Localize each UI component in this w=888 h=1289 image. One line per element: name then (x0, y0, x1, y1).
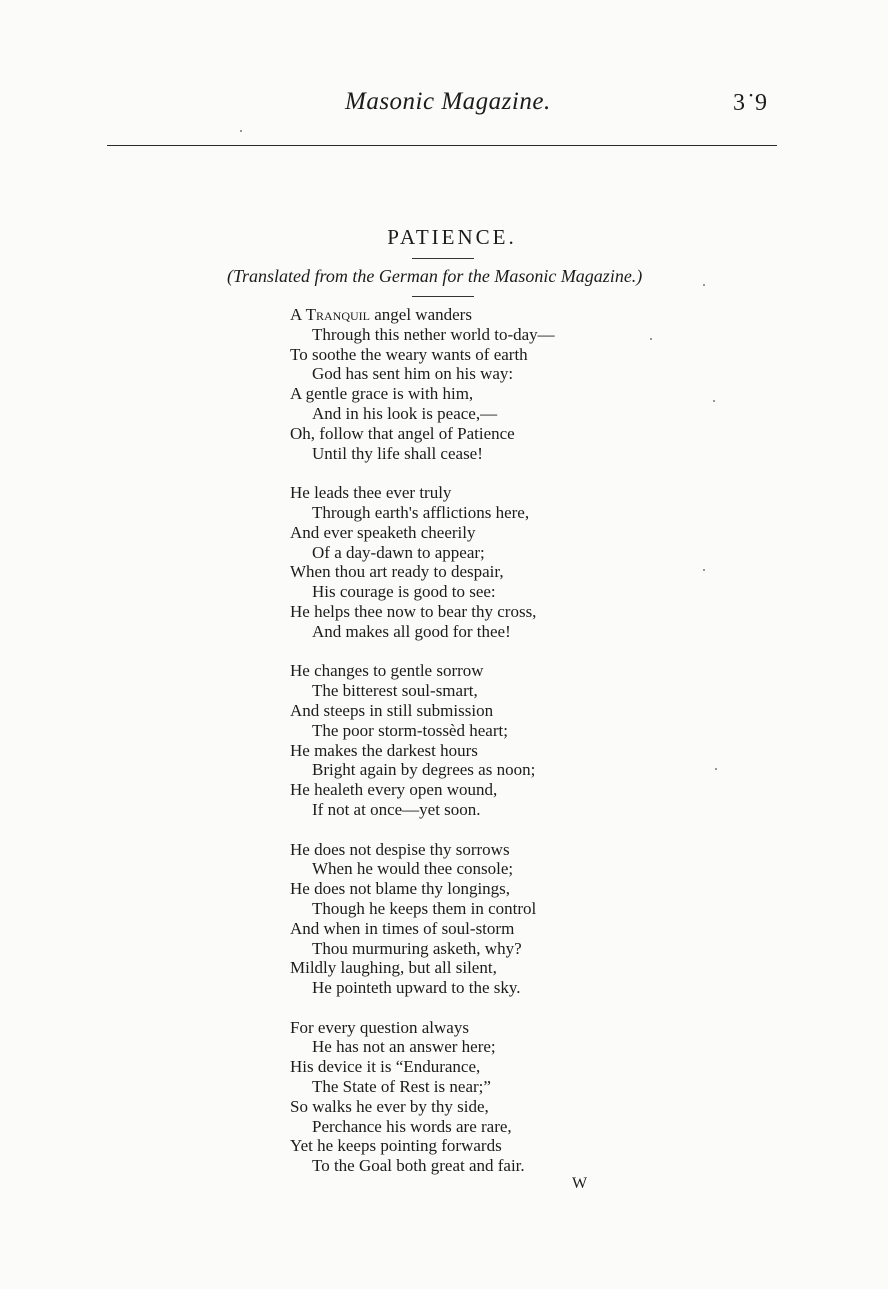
poem-line: He makes the darkest hours (290, 740, 478, 760)
poem-line: He does not despise thy sorrows (290, 839, 510, 859)
poem-line: Of a day-dawn to appear; (312, 542, 485, 562)
print-speck (703, 284, 705, 286)
poem-stanza (290, 1018, 650, 1176)
poem-line: And steeps in still submission (290, 700, 494, 720)
print-speck (240, 130, 242, 132)
poem-line: To soothe the weary wants of earth (290, 344, 528, 364)
poem-line: A gentle grace is with him, (290, 384, 474, 404)
poem-body (290, 305, 650, 1196)
poem-stanza (290, 305, 650, 463)
poem-line: And ever speaketh cheerily (290, 522, 476, 542)
poem-title: PATIENCE. (387, 225, 517, 249)
poem-line: If not at once—yet soon. (312, 799, 481, 819)
print-speck (715, 768, 717, 770)
poem-line: He does not blame thy longings, (290, 879, 511, 899)
poem-line: Mildly laughing, but all silent, (290, 958, 497, 978)
poem-line: Perchance his words are rare, (312, 1116, 512, 1136)
poem-line: He has not an answer here; (312, 1037, 496, 1057)
poem-subtitle: (Translated from the German for the Masonic Magazine.) (227, 266, 643, 286)
poem-line: Though he keeps them in control (312, 898, 537, 918)
poem-line: When he would thee console; (312, 859, 514, 879)
poem-line: He helps thee now to bear thy cross, (290, 601, 537, 621)
poem-line: He pointeth upward to the sky. (312, 978, 521, 998)
subtitle-rule (412, 296, 474, 297)
poem-line: He changes to gentle sorrow (290, 661, 484, 681)
poem-line: To the Goal both great and fair. (312, 1156, 525, 1176)
journal-title: Masonic Magazine. (345, 88, 551, 115)
print-speck (703, 569, 705, 571)
title-rule (412, 258, 474, 259)
poem-line: And in his look is peace,— (312, 403, 498, 423)
page-number: 3 ˙9 (733, 90, 767, 116)
poem-line: Yet he keeps pointing forwards (290, 1136, 502, 1156)
poem-line: The State of Rest is near;” (312, 1077, 491, 1097)
poem-line: Thou murmuring asketh, why? (312, 938, 522, 958)
header-rule (107, 145, 777, 146)
poem-line: Bright again by degrees as noon; (312, 760, 536, 780)
print-speck (650, 338, 652, 340)
poem-line: He healeth every open wound, (290, 780, 498, 800)
poem-line: Until thy life shall cease! (312, 443, 483, 463)
poem-line: Oh, follow that angel of Patience (290, 423, 515, 443)
small-caps-word: Tranquil (305, 305, 370, 324)
author-signature: W (572, 1175, 588, 1192)
poem-line: A Tranquil angel wanders (290, 305, 472, 324)
poem-line: His courage is good to see: (312, 582, 496, 602)
poem-line: Through earth's afflictions here, (312, 502, 530, 522)
poem-line: And makes all good for thee! (312, 621, 511, 641)
poem-line: For every question always (290, 1017, 469, 1037)
poem-line: God has sent him on his way: (312, 364, 514, 384)
running-head (0, 88, 888, 128)
poem-line: He leads thee ever truly (290, 483, 452, 503)
poem-stanza (290, 483, 650, 641)
poem-line: The poor storm-tossèd heart; (312, 720, 508, 740)
poem-line: Through this nether world to-day— (312, 324, 555, 344)
poem-line: And when in times of soul-storm (290, 918, 515, 938)
poem-stanza (290, 840, 650, 998)
poem-line: The bitterest soul-smart, (312, 681, 478, 701)
poem-line: So walks he ever by thy side, (290, 1096, 489, 1116)
poem-line: When thou art ready to despair, (290, 562, 504, 582)
print-speck (713, 400, 715, 402)
poem-line: His device it is “Endurance, (290, 1057, 481, 1077)
poem-stanza (290, 661, 650, 819)
